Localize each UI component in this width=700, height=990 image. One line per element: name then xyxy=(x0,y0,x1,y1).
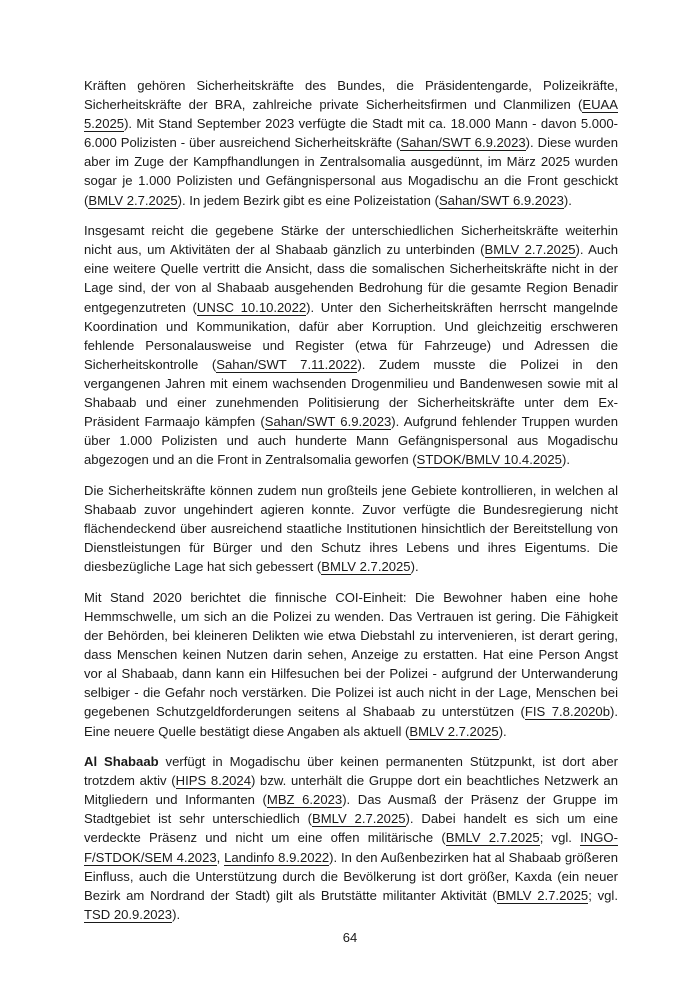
body-text xyxy=(84,76,618,935)
source-reference-link[interactable]: INGO-F/STDOK/SEM 4.2023 xyxy=(84,830,618,865)
text-segment: , xyxy=(216,849,225,865)
paragraph xyxy=(84,481,618,576)
source-reference-link[interactable]: BMLV 2.7.2025 xyxy=(445,830,540,846)
text-segment: ). Diese wurden aber im Zuge der Kampfhandlungen in Zentralsomalia ausgedünnt, im März 2025 wurden sogar je 1.000 Polizisten und Gefängnispersonal aus Mogadischu an die Front geschickt ( xyxy=(84,135,618,208)
source-reference-link[interactable]: EUAA 5.2025 xyxy=(84,97,618,132)
text-segment: ). xyxy=(561,452,570,468)
source-reference-link[interactable]: Sahan/SWT 6.9.2023 xyxy=(438,192,564,208)
paragraph xyxy=(84,752,618,924)
text-segment: Insgesamt reicht die gegebene Stärke der unterschiedlichen Sicherheitskräfte weiterhin nicht aus, um Aktivitäten der al Shabaab gänzlich zu unterbinden ( xyxy=(84,223,618,258)
text-segment: ). Unter den Sicherheitskräften herrscht mangelnde Koordination und Kommunikation, dafür aber Korruption. Und gleichzeitig erschweren fehlende Personalausweise und Register (etwa für Fahrzeuge) und Adressen die Sicherheitskontrolle ( xyxy=(84,299,618,372)
text-segment: ). Eine neuere Quelle bestätigt diese Angaben als aktuell ( xyxy=(84,704,618,739)
source-reference-link[interactable]: BMLV 2.7.2025 xyxy=(409,723,499,739)
paragraph xyxy=(84,221,618,469)
source-reference-link[interactable]: UNSC 10.10.2022 xyxy=(196,299,307,315)
text-segment: ). Zudem musste die Polizei in den vergangenen Jahren mit einem wachsenden Drogenmilieu und Bandenwesen sowie mit al Shabaab und einer zunehmenden Politisierung der Sicherheitskräfte unter dem Ex-Präsident Farmaajo kämpfen ( xyxy=(84,356,618,430)
source-reference-link[interactable]: BMLV 2.7.2025 xyxy=(321,559,411,575)
paragraph xyxy=(84,588,618,741)
source-reference-link[interactable]: BMLV 2.7.2025 xyxy=(312,811,406,827)
text-segment: ). Auch eine weitere Quelle vertritt die Ansicht, dass die somalischen Sicherheitskräfte nicht in der Lage sind, der von al Shabaab ausgehenden Bedrohung für die gesamte Region Benadir entgegenzutreten ( xyxy=(84,242,618,315)
text-segment: ). Aufgrund fehlender Truppen wurden über 1.000 Polizisten und auch hunderte Mann Gefängnispersonal aus Mogadischu abgezogen und an die Front in Zentralsomalia geworfen ( xyxy=(84,414,618,468)
source-reference-link[interactable]: FIS 7.8.2020b xyxy=(524,704,610,720)
text-segment: ). xyxy=(172,906,181,922)
text-segment: ). Mit Stand September 2023 verfügte die Stadt mit ca. 18.000 Mann - davon 5.000-6.000 Polizisten - über ausreichend Sicherheitskräfte ( xyxy=(84,116,618,151)
source-reference-link[interactable]: TSD 20.9.2023 xyxy=(84,906,173,922)
text-segment: ). xyxy=(410,559,419,575)
source-reference-link[interactable]: BMLV 2.7.2025 xyxy=(88,192,178,208)
source-reference-link[interactable]: Landinfo 8.9.2022 xyxy=(224,849,330,865)
text-segment: ). In jedem Bezirk gibt es eine Polizeistation ( xyxy=(177,192,439,208)
text-segment: ). xyxy=(563,192,572,208)
source-reference-link[interactable]: HIPS 8.2024 xyxy=(175,773,251,789)
source-reference-link[interactable]: Sahan/SWT 7.11.2022 xyxy=(216,356,358,372)
text-segment: verfügt in Mogadischu über keinen permanenten Stützpunkt, ist dort aber trotzdem aktiv ( xyxy=(84,754,618,789)
page-number: 64 xyxy=(342,930,358,945)
text-segment: ). Das Ausmaß der Präsenz der Gruppe im Stadtgebiet ist sehr unterschiedlich ( xyxy=(84,792,618,827)
text-segment: ). In den Außenbezirken hat al Shabaab größeren Einfluss, auch die Unterstützung durch die Bevölkerung ist dort größer, Kaxda (ein neuer Bezirk am Nordrand der Stadt) gilt als Brutstätte militanter Aktivität ( xyxy=(84,849,618,903)
source-reference-link[interactable]: Sahan/SWT 6.9.2023 xyxy=(400,135,526,151)
text-segment: Kräften gehören Sicherheitskräfte des Bundes, die Präsidentengarde, Polizeikräfte, Sicherheitskräfte der BRA, zahlreiche private Sicherheitsfirmen und Clanmilizen ( xyxy=(84,78,618,113)
source-reference-link[interactable]: BMLV 2.7.2025 xyxy=(484,242,576,258)
source-reference-link[interactable]: STDOK/BMLV 10.4.2025 xyxy=(416,452,562,468)
text-segment: ). xyxy=(498,723,507,739)
text-segment: Mit Stand 2020 berichtet die finnische COI-Einheit: Die Bewohner haben eine hohe Hemmschwelle, um sich an die Polizei zu wenden. Das Vertrauen ist gering. Die Fähigkeit der Behörden, bei kleineren Delikten wie etwa Diebstahl zu intervenieren, ist derart gering, dass Menschen keinen Nutzen darin sehen, Anzeige zu erstatten. Hat eine Person Angst vor al Shabaab, dann kann ein Hilfesuchen bei der Polizei - aufgrund der Unterwanderung selbiger - die Gefahr noch verstärken. Die Polizei ist auch nicht in der Lage, Menschen bei gegebenen Schutzgeldforderungen seitens al Shabaab zu unterstützen ( xyxy=(84,589,618,720)
text-segment: ). Dabei handelt es sich um eine verdeckte Präsenz und nicht um eine offen militärische ( xyxy=(84,811,618,846)
source-reference-link[interactable]: MBZ 6.2023 xyxy=(266,792,343,808)
text-segment: ; vgl. xyxy=(539,830,581,846)
bold-term: Al Shabaab xyxy=(84,754,159,770)
text-segment: Die Sicherheitskräfte können zudem nun großteils jene Gebiete kontrollieren, in welchen al Shabaab zuvor ungehindert agieren konnte. Zuvor verfügte die Bundesregierung nicht flächendeckend über ausreichend staatliche Institutionen hinsichtlich der Bereitstellung von Dienstleistungen für Bürger und den Schutz ihres Lebens und ihres Eigentums. Die diesbezügliche Lage hat sich gebessert ( xyxy=(84,482,618,575)
source-reference-link[interactable]: Sahan/SWT 6.9.2023 xyxy=(264,414,392,430)
source-reference-link[interactable]: BMLV 2.7.2025 xyxy=(496,887,589,903)
paragraph xyxy=(84,76,618,210)
text-segment: ; vgl. xyxy=(588,887,618,903)
text-segment: ) bzw. unterhält die Gruppe dort ein beachtliches Netzwerk an Mitgliedern und Informanten ( xyxy=(84,773,619,808)
